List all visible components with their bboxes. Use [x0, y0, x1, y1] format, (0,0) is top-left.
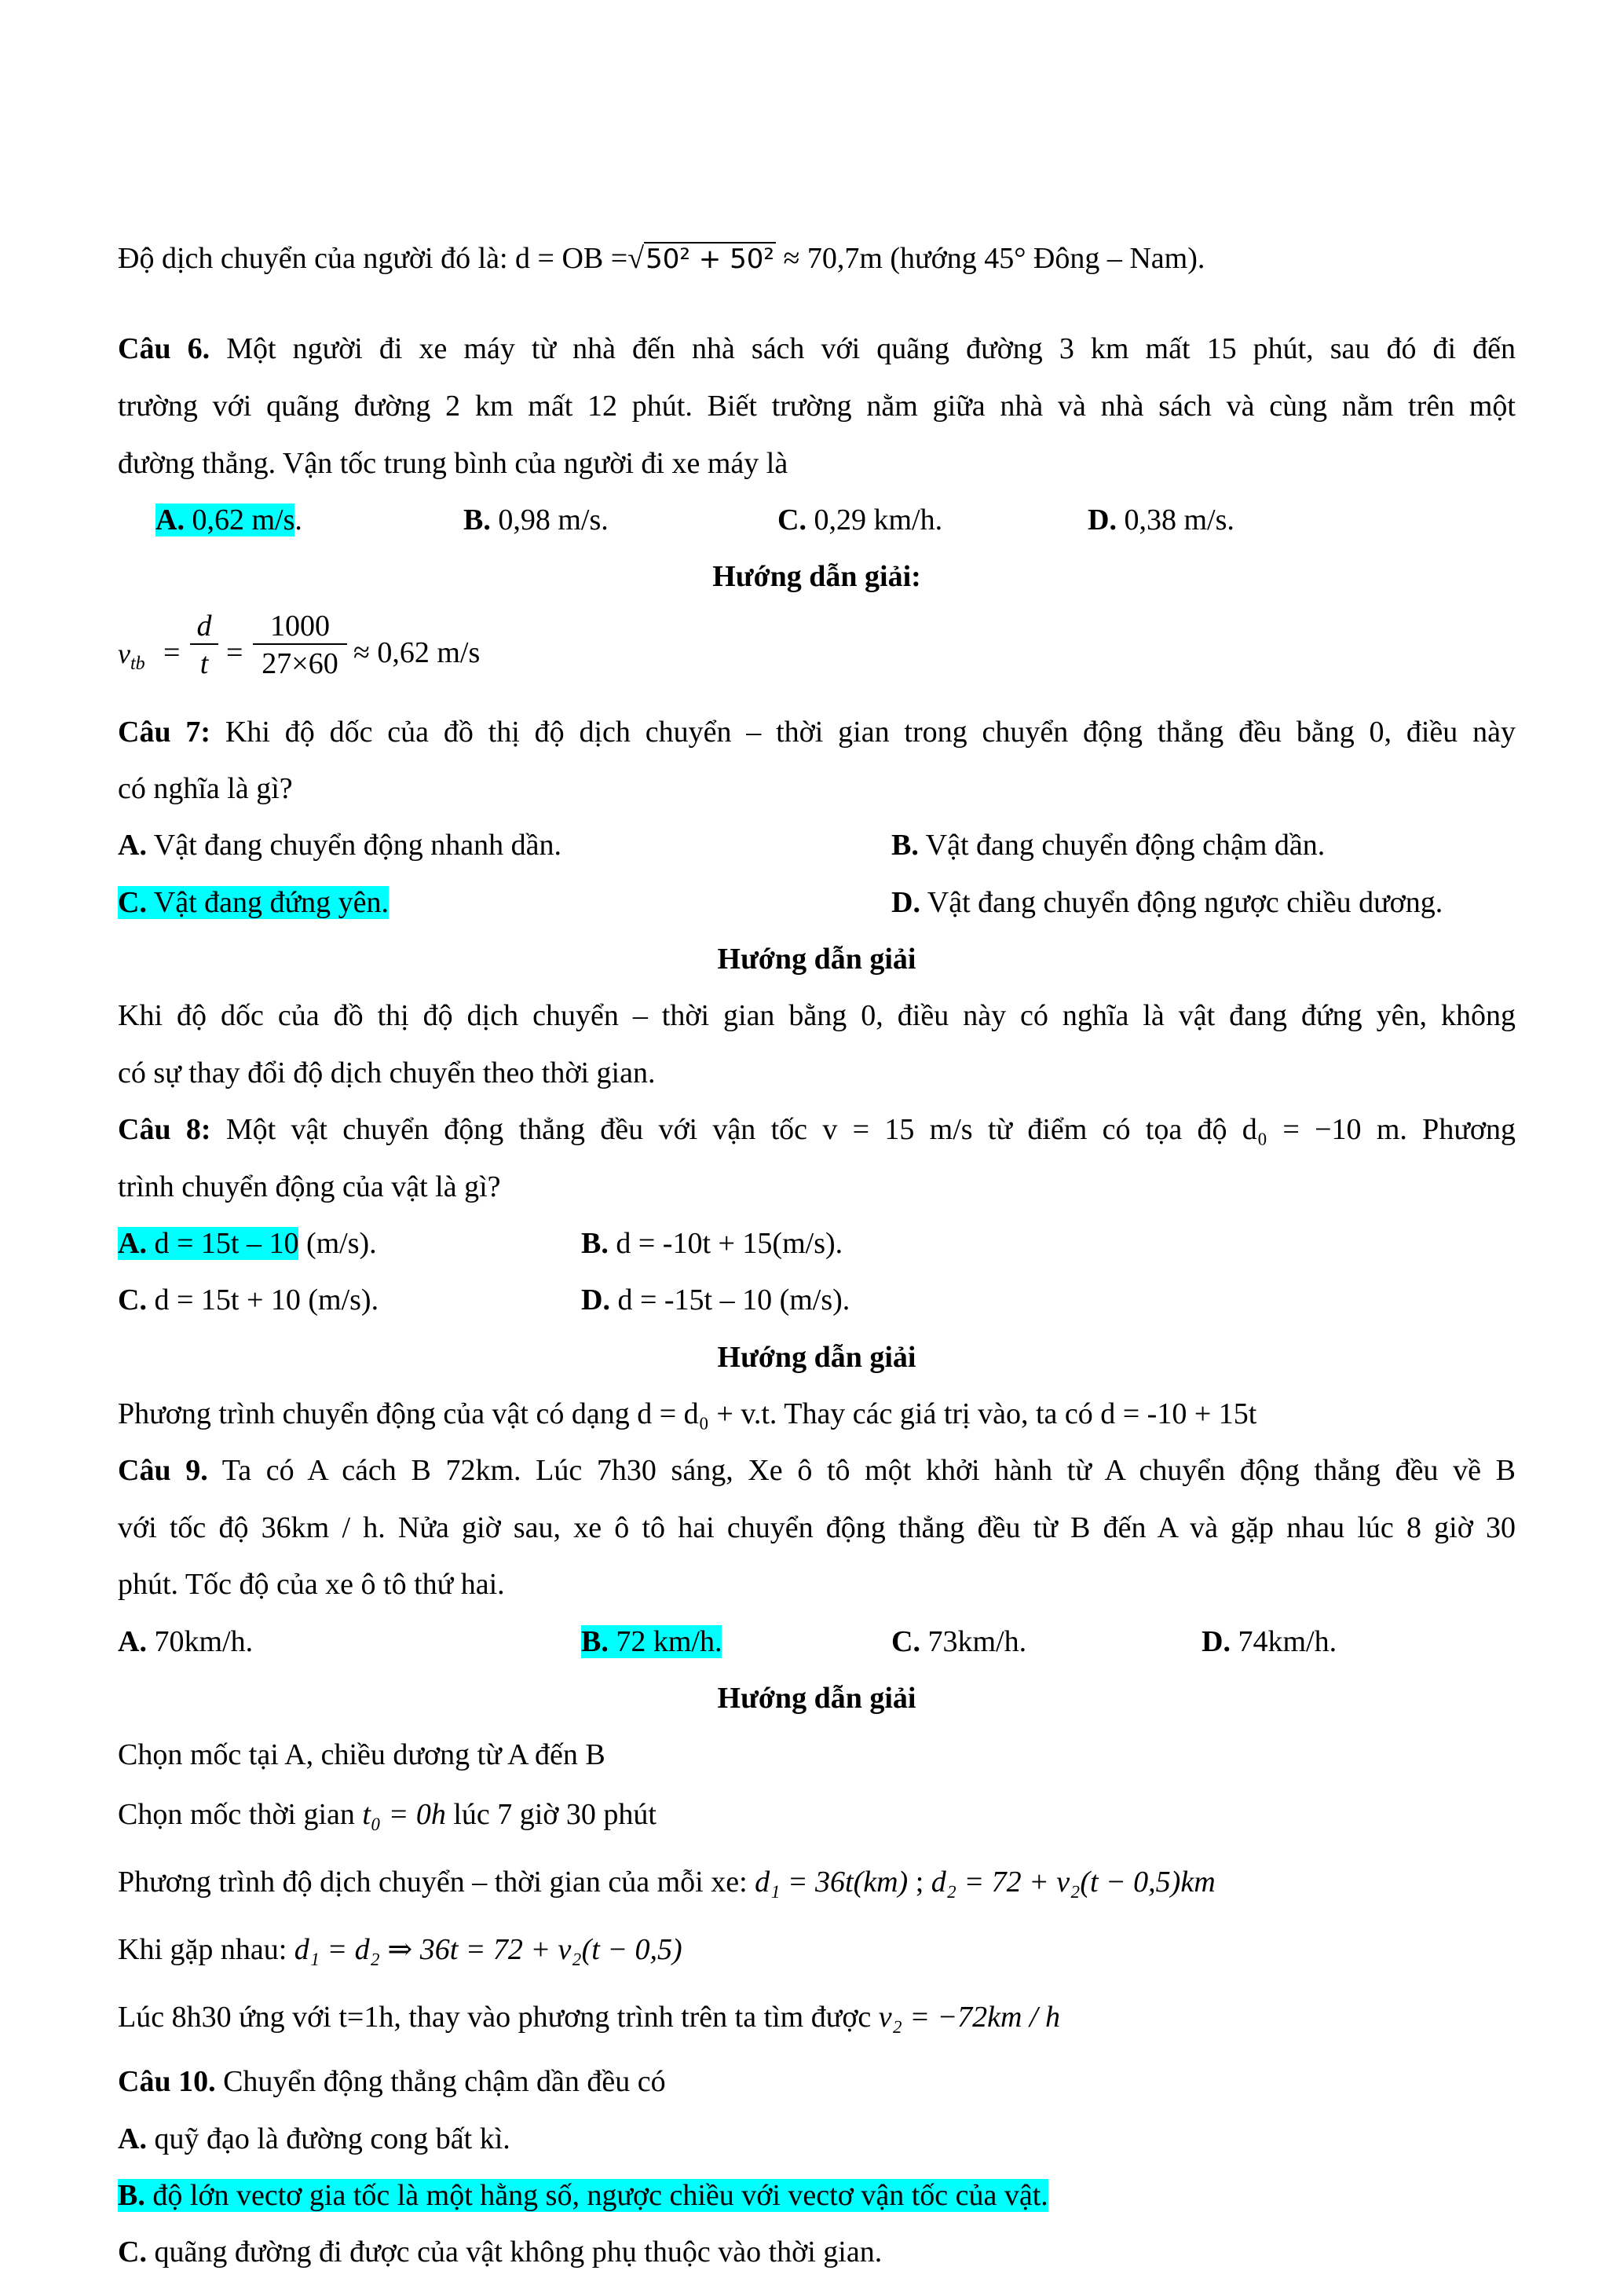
- q7-guide-text-1: Khi độ dốc của đồ thị độ dịch chuyển – thời gian bằng 0, điều này có nghĩa là vật đang đứng yên, không: [118, 999, 1516, 1032]
- q9-guide-line-3: [118, 1863, 1216, 1901]
- q10-label: Câu 10.: [118, 2065, 216, 2098]
- q7-guide-title: [118, 940, 1516, 978]
- q6-option-c[interactable]: [777, 501, 942, 539]
- q10-option-b-key: B.: [118, 2179, 145, 2212]
- q9-text-3: phút. Tốc độ của xe ô tô thứ hai.: [118, 1568, 505, 1601]
- q8-option-c-key: C.: [118, 1283, 147, 1316]
- q9-option-a-text: 70km/h.: [146, 1625, 254, 1658]
- q9-guide-line-5: [118, 1998, 1060, 2036]
- q10-option-b[interactable]: [118, 2177, 1048, 2214]
- prev-answer-prefix: Độ dịch chuyển của người đó là: d = OB =: [118, 242, 628, 275]
- q8-option-d-text: d = -15t – 10 (m/s).: [609, 1283, 850, 1316]
- q7-option-b-key: B.: [891, 829, 919, 862]
- q6-option-d-key: D.: [1088, 504, 1117, 536]
- q7-option-c[interactable]: [118, 884, 389, 921]
- q9-guide-3-math-2: d₂ = 72 + v₂(t − 0,5)km: [931, 1866, 1216, 1899]
- q6-line-1: [118, 330, 1516, 368]
- prev-answer-line: [118, 240, 1205, 278]
- formula-frac-2: [253, 609, 347, 683]
- q7-option-c-text: Vật đang đứng yên.: [146, 886, 389, 919]
- q9-label: Câu 9.: [118, 1454, 208, 1487]
- q8-option-a-text: d = 15t – 10: [146, 1227, 299, 1260]
- q7-option-d[interactable]: [891, 884, 1443, 921]
- q8-option-b[interactable]: [581, 1225, 843, 1262]
- q9-guide-3-sep: ;: [908, 1866, 931, 1899]
- prev-answer-suffix: ≈ 70,7m (hướng 45° Đông – Nam).: [775, 242, 1205, 275]
- q8-option-c[interactable]: [118, 1281, 379, 1319]
- q9-option-c-text: 73km/h.: [920, 1625, 1027, 1658]
- q8-guide-text-1: Phương trình chuyển động của vật có dạng d = d₀ + v.t. Thay các giá trị vào, ta có d = -10 + 15t: [118, 1397, 1257, 1430]
- q7-line-2: [118, 770, 293, 807]
- formula-result: ≈ 0,62 m/s: [353, 636, 481, 669]
- q6-option-a-key: A.: [155, 504, 185, 536]
- formula-lhs-sub: tb: [130, 654, 145, 674]
- sqrt-radicand: 50² + 50²: [646, 244, 774, 275]
- q10-option-c-text: quãng đường đi được của vật không phụ thuộc vào thời gian.: [146, 2236, 883, 2269]
- q9-guide-3-pre: Phương trình độ dịch chuyển – thời gian của mỗi xe:: [118, 1866, 755, 1899]
- q7-option-b-text: Vật đang chuyển động chậm dần.: [918, 829, 1326, 862]
- q7-guide-line-2: [118, 1054, 655, 1092]
- q9-option-b-highlight: [581, 1625, 722, 1658]
- q6-label: Câu 6.: [118, 332, 210, 365]
- q8-label: Câu 8:: [118, 1113, 211, 1146]
- q9-guide-2-pre: Chọn mốc thời gian: [118, 1798, 363, 1831]
- q6-option-a-text: 0,62 m/s: [184, 504, 295, 536]
- q7-option-b[interactable]: [891, 826, 1325, 864]
- q8-option-c-text: d = 15t + 10 (m/s).: [146, 1283, 379, 1316]
- q8-option-d[interactable]: [581, 1281, 850, 1319]
- q6-option-d-text: 0,38 m/s.: [1116, 504, 1234, 536]
- q8-text-2: trình chuyển động của vật là gì?: [118, 1170, 501, 1203]
- q8-option-a-highlight: [118, 1227, 298, 1260]
- q9-guide-line-1: [118, 1736, 605, 1774]
- q9-option-b-key: B.: [581, 1625, 609, 1658]
- q10-text-1: Chuyển động thẳng chậm dần đều có: [215, 2065, 666, 2098]
- q9-option-b-text: 72 km/h.: [608, 1625, 722, 1658]
- formula-frac-2-den: 27×60: [262, 647, 338, 680]
- q9-guide-title-text: Hướng dẫn giải: [717, 1682, 916, 1715]
- formula-lhs: [118, 637, 145, 675]
- q9-text-1: Ta có A cách B 72km. Lúc 7h30 sáng, Xe ô tô một khởi hành từ A chuyển động thẳng đều về B: [207, 1454, 1516, 1487]
- formula-frac-2-num: 1000: [270, 610, 330, 643]
- q7-guide-line-1: [118, 997, 1516, 1034]
- q8-line-1: [118, 1111, 1516, 1148]
- formula-eq-2: =: [226, 636, 243, 669]
- q9-guide-2-math: t₀ = 0h: [362, 1798, 446, 1831]
- q7-guide-text-2: có sự thay đổi độ dịch chuyển theo thời gian.: [118, 1056, 656, 1089]
- q6-formula: [118, 609, 526, 695]
- q6-line-2: [118, 387, 1516, 425]
- q6-option-c-text: 0,29 km/h.: [806, 504, 943, 536]
- q9-guide-2-post: lúc 7 giờ 30 phút: [445, 1798, 657, 1831]
- q8-option-a[interactable]: [118, 1225, 377, 1262]
- q9-text-2: với tốc độ 36km / h. Nửa giờ sau, xe ô tô hai chuyển động thẳng đều từ B đến A và gặp nhau lúc 8 giờ 30: [118, 1511, 1516, 1544]
- q6-guide-title: [118, 558, 1516, 595]
- q6-option-b-key: B.: [463, 504, 491, 536]
- q8-line-2: [118, 1168, 501, 1206]
- q10-line-1: [118, 2063, 666, 2100]
- q10-option-b-highlight: [118, 2179, 1048, 2212]
- q7-option-a-key: A.: [118, 829, 147, 862]
- q10-option-a[interactable]: [118, 2120, 510, 2158]
- q10-option-c-key: C.: [118, 2236, 147, 2269]
- q9-guide-title: [118, 1679, 1516, 1717]
- q9-option-c-key: C.: [891, 1625, 920, 1658]
- q10-option-a-text: quỹ đạo là đường cong bất kì.: [146, 2122, 510, 2155]
- q9-line-3: [118, 1565, 505, 1603]
- q8-option-b-text: d = -10t + 15(m/s).: [608, 1227, 843, 1260]
- q9-line-1: [118, 1452, 1516, 1489]
- q9-option-a[interactable]: [118, 1623, 253, 1661]
- q8-option-b-key: B.: [581, 1227, 609, 1260]
- q6-option-a-highlight: [155, 504, 294, 536]
- formula-eq-1: =: [163, 636, 181, 669]
- q9-guide-5-pre: Lúc 8h30 ứng với t=1h, thay vào phương trình trên ta tìm được: [118, 2001, 879, 2034]
- q8-guide-title-text: Hướng dẫn giải: [717, 1341, 916, 1374]
- q10-option-b-text: độ lớn vectơ gia tốc là một hằng số, ngược chiều với vectơ vận tốc của vật.: [144, 2179, 1048, 2212]
- q6-option-a[interactable]: [155, 501, 302, 539]
- q6-option-b-text: 0,98 m/s.: [490, 504, 609, 536]
- q6-option-a-suffix: .: [294, 504, 302, 536]
- formula-frac-1-num: d: [196, 610, 212, 643]
- q7-option-c-key: C.: [118, 886, 147, 919]
- q8-option-a-key: A.: [118, 1227, 147, 1260]
- q9-option-c[interactable]: [891, 1623, 1026, 1661]
- q10-option-a-key: A.: [118, 2122, 147, 2155]
- q7-guide-title-text: Hướng dẫn giải: [717, 943, 916, 976]
- q9-guide-4-pre: Khi gặp nhau:: [118, 1933, 294, 1966]
- q9-guide-line-2: [118, 1796, 657, 1833]
- q7-option-d-key: D.: [891, 886, 920, 919]
- q7-option-a-text: Vật đang chuyển động nhanh dần.: [146, 829, 561, 862]
- q8-guide-title: [118, 1338, 1516, 1376]
- q9-option-d-key: D.: [1202, 1625, 1231, 1658]
- q7-label: Câu 7:: [118, 716, 211, 749]
- q9-option-a-key: A.: [118, 1625, 147, 1658]
- q8-option-a-suffix: (m/s).: [298, 1227, 377, 1260]
- q6-option-b[interactable]: [463, 501, 609, 539]
- q9-guide-5-math: v₂ = −72km / h: [878, 2001, 1061, 2034]
- q9-guide-text-1: Chọn mốc tại A, chiều dương từ A đến B: [118, 1738, 605, 1771]
- q9-option-d-text: 74km/h.: [1230, 1625, 1337, 1658]
- q6-option-c-key: C.: [777, 504, 807, 536]
- q9-guide-3-math-1: d₁ = 36t(km): [755, 1866, 909, 1899]
- q8-text-1: Một vật chuyển động thẳng đều với vận tốc v = 15 m/s từ điểm có tọa độ d₀ = −10 m. Phương: [210, 1113, 1516, 1146]
- q9-guide-line-4: [118, 1931, 682, 1968]
- q9-line-2: [118, 1509, 1516, 1547]
- formula-frac-1: [190, 609, 218, 683]
- q7-line-1: [118, 713, 1516, 751]
- q8-guide-line-1: [118, 1395, 1256, 1433]
- q9-option-d[interactable]: [1202, 1623, 1337, 1661]
- q6-text-3: đường thẳng. Vận tốc trung bình của người đi xe máy là: [118, 447, 788, 480]
- q7-option-a[interactable]: [118, 826, 561, 864]
- q7-text-2: có nghĩa là gì?: [118, 772, 293, 805]
- q7-text-1: Khi độ dốc của đồ thị độ dịch chuyển – thời gian trong chuyển động thẳng đều bằng 0, điều này: [210, 716, 1516, 749]
- q6-text-2: trường với quãng đường 2 km mất 12 phút. Biết trường nằm giữa nhà và nhà sách và cùng nằm trên một: [118, 390, 1516, 423]
- q6-option-d[interactable]: [1088, 501, 1234, 539]
- q6-line-3: [118, 445, 788, 482]
- formula-lhs-v: v: [118, 638, 130, 669]
- q9-guide-4-math: d₁ = d₂ ⇒ 36t = 72 + v₂(t − 0,5): [294, 1933, 682, 1966]
- sqrt-sign: √: [627, 242, 645, 275]
- formula-frac-1-den: t: [199, 647, 209, 680]
- q9-option-b[interactable]: [581, 1623, 722, 1661]
- q8-option-d-key: D.: [581, 1283, 610, 1316]
- q6-text-1: Một người đi xe máy từ nhà đến nhà sách với quãng đường 3 km mất 15 phút, sau đó đi đến: [210, 332, 1516, 365]
- q7-option-c-highlight: [118, 886, 389, 919]
- q6-guide-title-text: Hướng dẫn giải:: [712, 560, 921, 593]
- q10-option-c[interactable]: [118, 2233, 882, 2271]
- q7-option-d-text: Vật đang chuyển động ngược chiều dương.: [920, 886, 1443, 919]
